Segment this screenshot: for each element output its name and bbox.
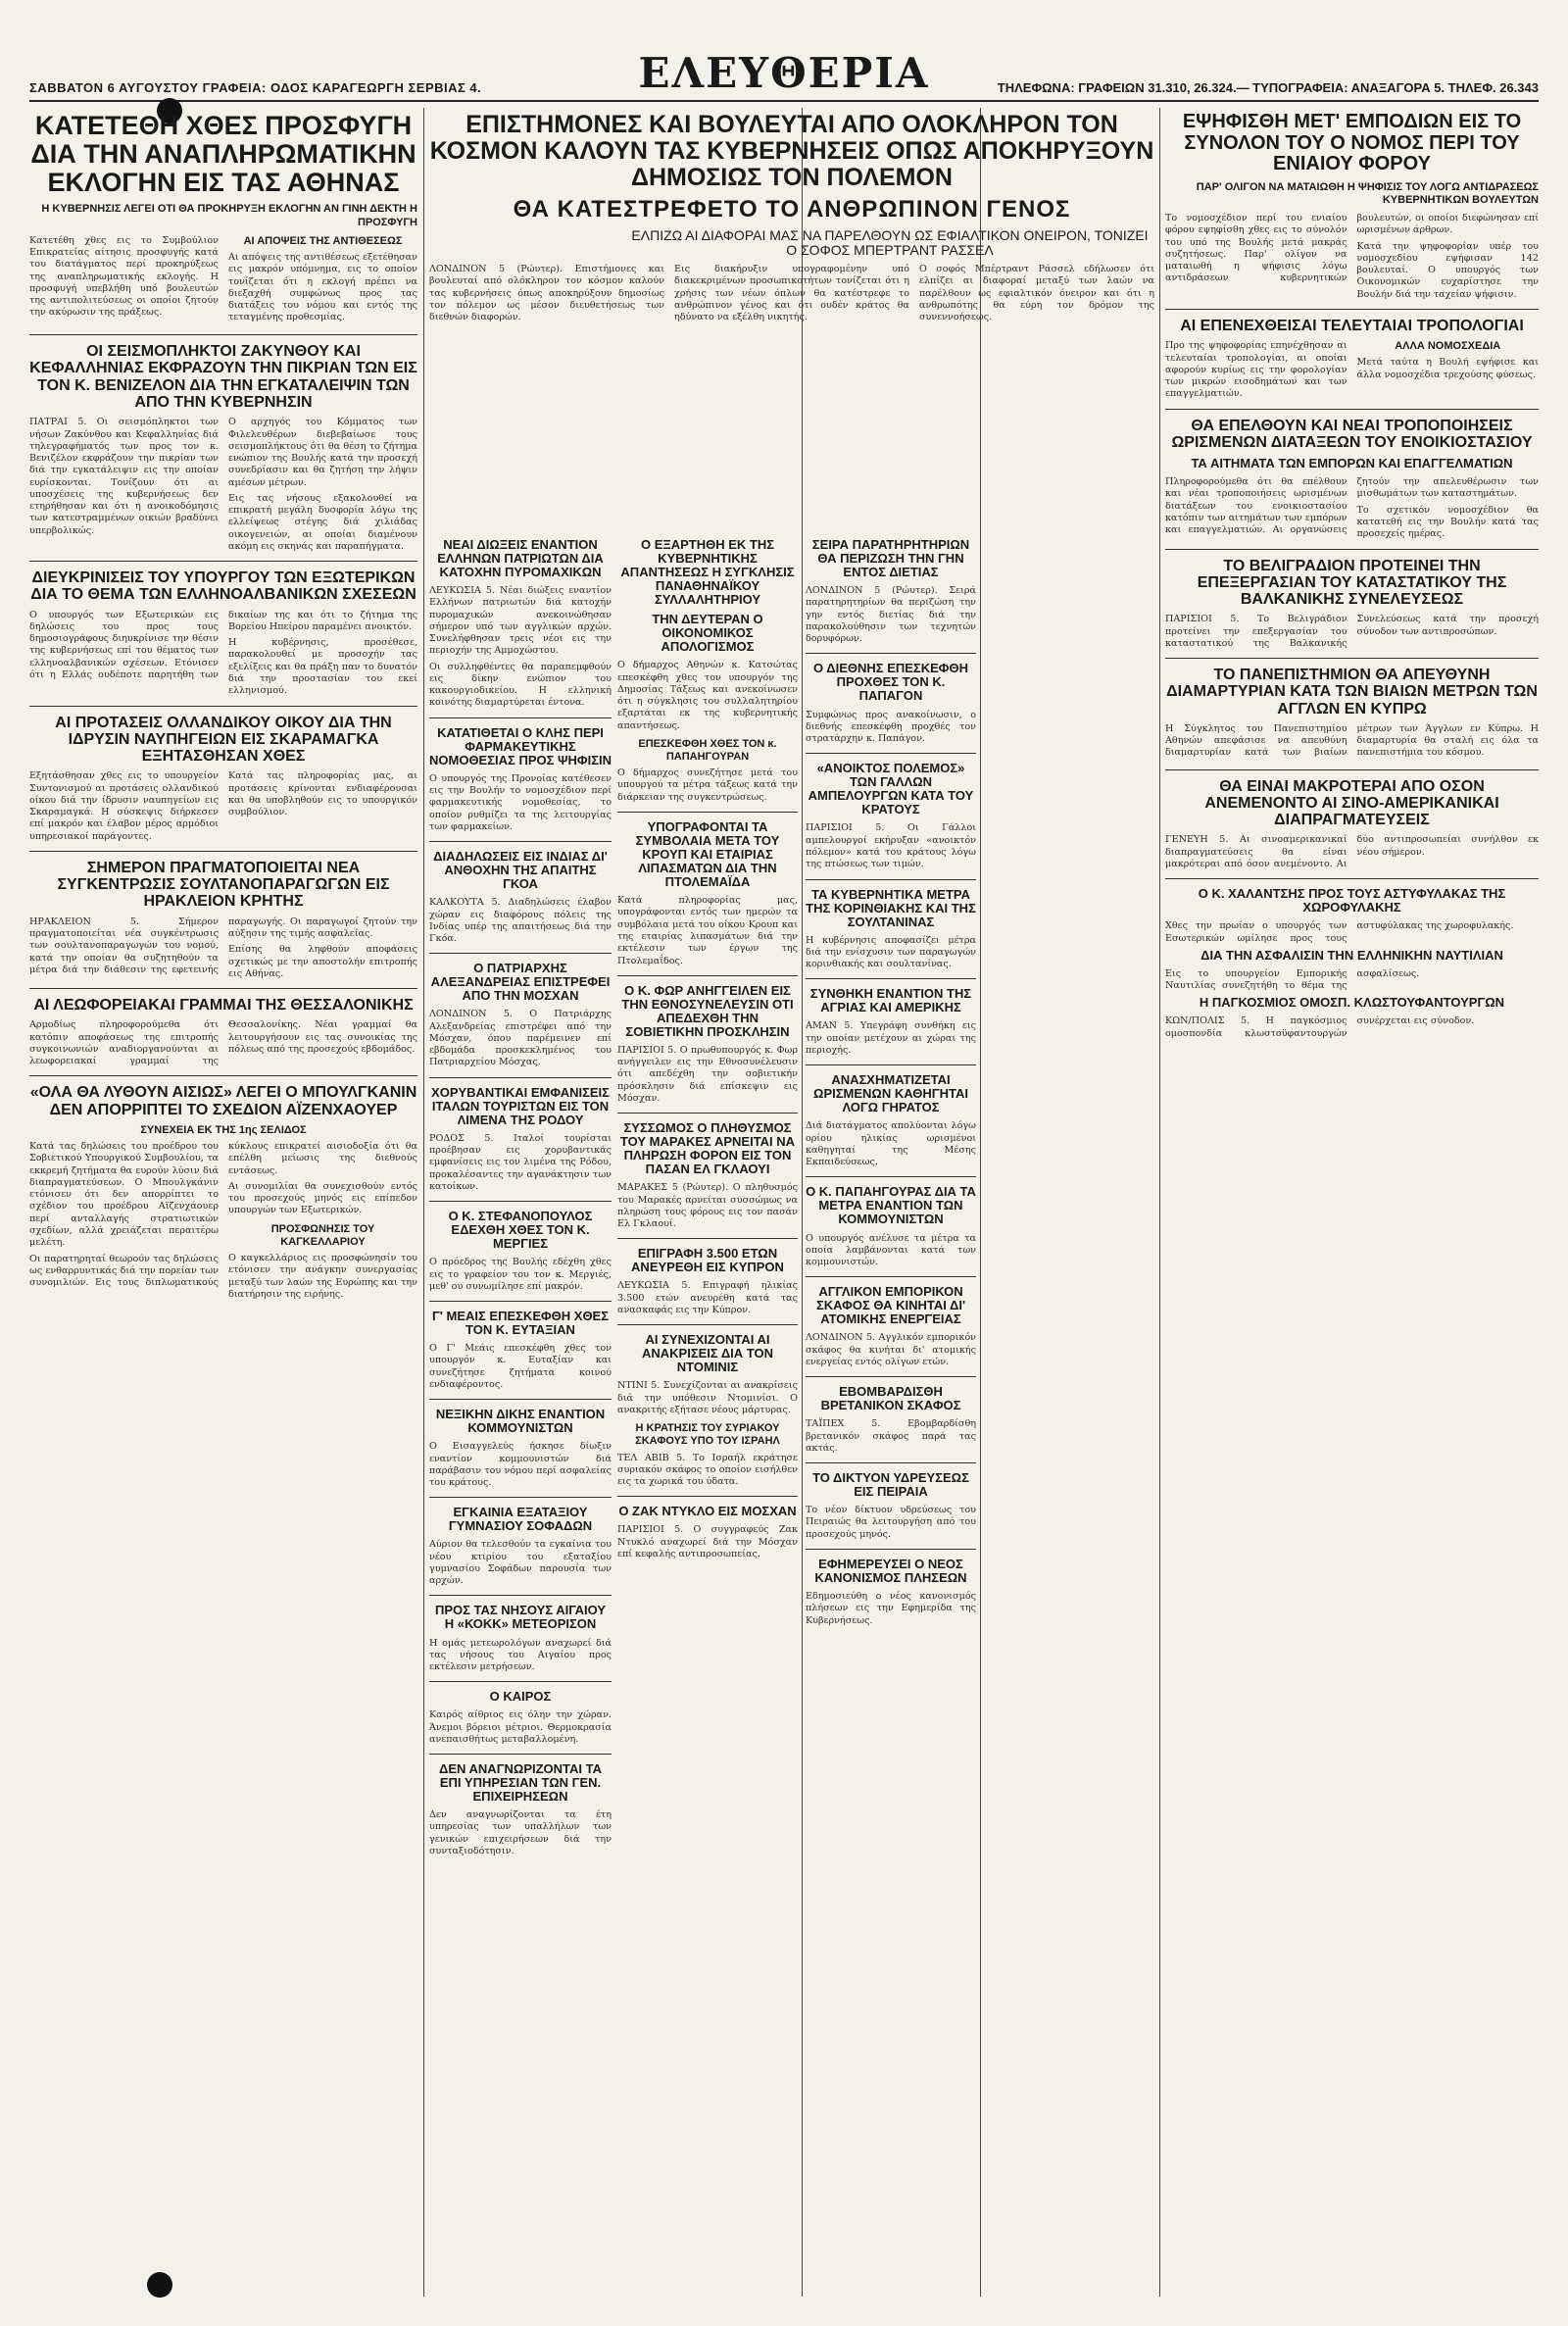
article-headline: ΝΕΞΙΚΗΝ ΔΙΚΗΣ ΕΝΑΝΤΙΟΝ ΚΟΜΜΟΥΝΙΣΤΩΝ: [435, 1407, 606, 1436]
column-1: [29, 108, 417, 2297]
article-headline: ΔΙΑ ΤΗΝ ΑΣΦΑΛΙΣΙΝ ΤΗΝ ΕΛΛΗΝΙΚΗΝ ΝΑΥΤΙΛΙΑΝ: [1200, 947, 1503, 963]
article-body: ΓΕΝΕΥΗ 5. Αι σινοαμερικανικαί διαπραγματεύσεις θα είναι μακρότεραι από όσον ανεμένοντο. Αι δύο αντιπροσωπείαι συνήλθον εκ νέου σήμερον.: [1165, 834, 1539, 870]
article-body: Εις το υπουργείον Εμπορικής Ναυτιλίας συνεζητήθη το θέμα της ασφαλίσεως.: [1165, 967, 1420, 992]
divider: [1165, 878, 1539, 879]
article-headline: ΔΕΝ ΑΝΑΓΝΩΡΙΖΟΝΤΑΙ ΤΑ ΕΠΙ ΥΠΗΡΕΣΙΑΝ ΤΩΝ ΓΕΝ. ΕΠΙΧΕΙΡΗΣΕΩΝ: [439, 1761, 602, 1805]
divider: [806, 1376, 976, 1377]
article-body: Πληροφορούμεθα ότι θα επέλθουν και νέαι τροποποιήσεις ωρισμένων διατάξεων του ενοικιοστασίου κατόπιν των αιτημάτων των εμπόρων και επαγγελματιών. Αι οργανώσεις ζητούν την απελευθέρωσιν των μισθωμάτων των καταστημάτων. Το σχετικόν νομοσχέδιον θα κατατεθή εις την Βουλήν κατά τας προσεχείς ημέρας.: [1165, 476, 1539, 540]
divider: [29, 706, 417, 707]
article-headline: ΘΑ ΕΠΕΛΘΟΥΝ ΚΑΙ ΝΕΑΙ ΤΡΟΠΟΠΟΙΗΣΕΙΣ ΩΡΙΣΜΕΝΩΝ ΔΙΑΤΑΞΕΩΝ ΤΟΥ ΕΝΟΙΚΙΟΣΤΑΣΙΟΥ: [1171, 417, 1533, 451]
article-box-title: ΠΡΟΣΦΩΝΗΣΙΣ ΤΟΥ ΚΑΓΚΕΛΛΑΡΙΟΥ: [270, 1222, 375, 1248]
banner-deck: ΕΛΠΙΖΩ ΑΙ ΔΙΑΦΟΡΑΙ ΜΑΣ ΝΑ ΠΑΡΕΛΘΟΥΝ ΩΣ ΕΦΙΑΛΤΙΚΟΝ ΟΝΕΙΡΟΝ, ΤΟΝΙΖΕΙ Ο ΣΟΦΟΣ ΜΠΕΡΤΡΑΝΤ ΡΑΣΣΕΛ: [631, 226, 1149, 259]
article-headline: ΤΟ ΠΑΝΕΠΙΣΤΗΜΙΟΝ ΘΑ ΑΠΕΥΘΥΝΗ ΔΙΑΜΑΡΤΥΡΙΑΝ ΚΑΤΑ ΤΩΝ ΒΙΑΙΩΝ ΜΕΤΡΩΝ ΤΩΝ ΑΓΓΛΩΝ ΕΝ ΚΥΠΡΩ: [1166, 667, 1538, 718]
article-headline: ΥΠΟΓΡΑΦΟΝΤΑΙ ΤΑ ΣΥΜΒΟΛΑΙΑ ΜΕΤΑ ΤΟΥ ΚΡΟΥΠ ΚΑΙ ΕΤΑΙΡΙΑΣ ΛΙΠΑΣΜΑΤΩΝ ΔΙΑ ΤΗΝ ΠΤΟΛΕΜΑΪΔΑ: [635, 819, 780, 890]
article-box-title: ΑΛΛΑ ΝΟΜΟΣΧΕΔΙΑ: [1395, 340, 1501, 353]
article-box-title: ΣΥΝΕΧΕΙΑ ΕΚ ΤΗΣ 1ης ΣΕΛΙΔΟΣ: [140, 1123, 307, 1136]
article-headline: Ο Κ. ΧΑΛΑΝΤΣΗΣ ΠΡΟΣ ΤΟΥΣ ΑΣΤΥΦΥΛΑΚΑΣ ΤΗΣ ΧΩΡΟΦΥΛΑΚΗΣ: [1198, 886, 1506, 916]
article-headline: ΣΥΝΘΗΚΗ ΕΝΑΝΤΙΟΝ ΤΗΣ ΑΓΡΙΑΣ ΚΑΙ ΑΜΕΡΙΚΗΣ: [809, 986, 972, 1015]
divider: [429, 1754, 612, 1755]
article-body: ΠΑΡΙΣΙΟΙ 5. Το Βελιγράδιον προτείνει την επεξεργασίαν του καταστατικού της Βαλκανικής Συνελεύσεως κατά την προσεχή σύνοδον των αντιπροσώπων.: [1165, 614, 1539, 649]
divider: [29, 334, 417, 335]
article-headline: ΕΒΟΜΒΑΡΔΙΣΘΗ ΒΡΕΤΑΝΙΚΟΝ ΣΚΑΦΟΣ: [820, 1384, 961, 1413]
divider: [806, 653, 976, 654]
article-headline: ΣΥΣΣΩΜΟΣ Ο ΠΛΗΘΥΣΜΟΣ ΤΟΥ ΜΑΡΑΚΕΣ ΑΡΝΕΙΤΑΙ ΝΑ ΠΛΗΡΩΣΗ ΦΟΡΟΝ ΕΙΣ ΤΟΝ ΠΑΣΑΝ ΕΛ ΓΚΛΑΟΥΙ: [619, 1120, 796, 1177]
divider: [617, 812, 798, 813]
banner: [429, 108, 1154, 327]
article-headline: ΑΝΑΣΧΗΜΑΤΙΖΕΤΑΙ ΩΡΙΣΜΕΝΩΝ ΚΑΘΗΓΗΤΑΙ ΛΟΓΩ ΓΗΡΑΤΟΣ: [813, 1072, 968, 1115]
divider: [29, 1075, 417, 1076]
masthead-rule: [29, 100, 1539, 102]
divider: [29, 988, 417, 989]
article-headline: ΔΙΕΥΚΡΙΝΙΣΕΙΣ ΤΟΥ ΥΠΟΥΡΓΟΥ ΤΩΝ ΕΞΩΤΕΡΙΚΩΝ ΔΙΑ ΤΟ ΘΕΜΑ ΤΩΝ ΕΛΛΗΝΟΑΛΒΑΝΙΚΩΝ ΣΧΕΣΕΩΝ: [30, 569, 416, 604]
banner-body: ΛΟΝΔΙΝΟΝ 5 (Ρώυτερ). Επιστήμονες και βουλευταί από ολόκληρον τον κόσμον καλούν τας κυβερνήσεις όπως αποκηρύξουν δημοσίως τον πόλεμον ως μέσον διευθετήσεως των διεθνών διαφορών. Εις διακήρυξιν υπογραφομένην υπό διακεκριμένων προσωπικοτήτων τονίζεται ότι η χρήσις των νέων όπλων θα κατέστρεφε το ανθρώπινον γένος και ότι ουδέν κράτος θα ηδύνατο να εξέλθη νικητής. Ο σοφός Μπέρτραντ Ράσσελ εδήλωσεν ότι ελπίζει αι διαφοραί μεταξύ των λαών να παρέλθουν ως εφιαλτικόν όνειρον και ότι η ανθρωπότης θα εύρη τον δρόμον της συνεννοήσεως.: [429, 264, 1154, 323]
article-headline: ΚΑΤΑΤΙΘΕΤΑΙ Ο ΚΛΗΣ ΠΕΡΙ ΦΑΡΜΑΚΕΥΤΙΚΗΣ ΝΟΜΟΘΕΣΙΑΣ ΠΡΟΣ ΨΗΦΙΣΙΝ: [429, 724, 612, 767]
divider: [617, 1496, 798, 1497]
divider: [29, 561, 417, 562]
article-headline: ΑΙ ΠΡΟΤΑΣΕΙΣ ΟΛΛΑΝΔΙΚΟΥ ΟΙΚΟΥ ΔΙΑ ΤΗΝ ΙΔΡΥΣΙΝ ΝΑΥΠΗΓΕΙΩΝ ΕΙΣ ΣΚΑΡΑΜΑΓΚΑ ΕΞΗΤΑΣΘΗΣΑΝ ΧΘΕΣ: [55, 714, 392, 766]
article-headline: ΣΕΙΡΑ ΠΑΡΑΤΗΡΗΤΗΡΙΩΝ ΘΑ ΠΕΡΙΖΩΣΗ ΤΗΝ ΓΗΝ ΕΝΤΟΣ ΔΙΕΤΙΑΣ: [811, 537, 970, 580]
article-body: Η Σύγκλητος του Πανεπιστημίου Αθηνών απεφάσισε να απευθύνη διαμαρτυρίαν κατά των βιαίων μέτρων των Άγγλων εν Κύπρω. Η διαμαρτυρία θα σταλή εις όλα τα πανεπιστήμια του κόσμου.: [1165, 722, 1539, 759]
article-subhead: ΤΗΝ ΔΕΥΤΕΡΑΝ Ο ΟΙΚΟΝΟΜΙΚΟΣ ΑΠΟΛΟΓΙΣΜΟΣ: [652, 612, 763, 655]
divider: [429, 1301, 612, 1302]
divider: [429, 1201, 612, 1202]
divider: [806, 1276, 976, 1277]
divider: [806, 1462, 976, 1463]
column-2: ΝΕΑΙ ΔΙΩΞΕΙΣ ΕΝΑΝΤΙΟΝ ΕΛΛΗΝΩΝ ΠΑΤΡΙΩΤΩΝ ΔΙΑ ΚΑΤΟΧΗΝ ΠΥΡΟΜΑΧΙΚΩΝ ΛΕΥΚΩΣΙΑ 5. Νέαι διώξεις εναντίον Ελλήνων πατριωτών διά κατοχήν πυρομαχικών ανεκοινώθησαν σήμερον υπό των αγγλικών αρχών. Συνελήφθησαν τρεις νέοι εις την περιοχήν της Αμμοχώστου. Οι συλληφθέντες θα παραπεμφθούν εις δίκην ενώπιον του κακουργιοδικείου. Η ελληνική κοινότης διαμαρτύρεται έντονα. ΚΑΤΑΤΙΘΕΤΑΙ Ο ΚΛΗΣ ΠΕΡΙ ΦΑΡΜΑΚΕΥΤΙΚΗΣ ΝΟΜΟΘΕΣΙΑΣ ΠΡΟΣ ΨΗΦΙΣΙΝ Ο υπουργός της Προνοίας κατέθεσεν εις την Βουλήν το νομοσχέδιον περί φαρμακευτικής νομοθεσίας, το οποίον ρυθμίζει τα της λειτουργίας των φαρμακείων. ΔΙΑΔΗΛΩΣΕΙΣ ΕΙΣ ΙΝΔΙΑΣ ΔΙ' ΑΝΘΟΧΗΝ ΤΗΣ ΑΠΑΙΤΗΣ ΓΚΟΑ ΚΑΛΚΟΥΤΑ 5. Διαδηλώσεις έλαβον χώραν εις διαφόρους πόλεις της Ινδίας υπέρ της απαιτήσεως διά την Γκόα. Ο ΠΑΤΡΙΑΡΧΗΣ ΑΛΕΞΑΝΔΡΕΙΑΣ ΕΠΙΣΤΡΕΦΕΙ ΑΠΟ ΤΗΝ ΜΟΣΧΑΝ ΛΟΝΔΙΝΟΝ 5. Ο Πατριάρχης Αλεξανδρείας επιστρέφει από την Μόσχαν, όπου παρέμεινεν επί εβδομάδα προσκεκλημένος του Πατριαρχείου Μόσχας. ΧΟΡΥΒΑΝΤΙΚΑΙ ΕΜΦΑΝΙΣΕΙΣ ΙΤΑΛΩΝ ΤΟΥΡΙΣΤΩΝ ΕΙΣ ΤΟΝ ΛΙΜΕΝΑ ΤΗΣ ΡΟΔΟΥ ΡΟΔΟΣ 5. Ιταλοί τουρίσται προέβησαν εις χορυβαντικάς εμφανίσεις εις τον λιμένα της Ρόδου, προκαλέσαντες την αγανάκτησιν των κατοίκων. Ο Κ. ΣΤΕΦΑΝΟΠΟΥΛΟΣ ΕΔΕΧΘΗ ΧΘΕΣ ΤΟΝ Κ. ΜΕΡΓΙΕΣ Ο πρόεδρος της Βουλής εδέχθη χθες εις το γραφείον του τον κ. Μεργιές, μεθ' ου συνωμίλησε επί μακρόν. Γ' ΜΕΑΙΣ ΕΠΕΣΚΕΦΘΗ ΧΘΕΣ ΤΟΝ Κ. ΕΥΤΑΞΙΑΝ Ο Γ' Μεάις επεσκέφθη χθες τον υπουργόν κ. Ευταξίαν και συνεζήτησε ζητήματα κοινού ενδιαφέροντος. ΝΕΞΙΚΗΝ ΔΙΚΗΣ ΕΝΑΝΤΙΟΝ ΚΟΜΜΟΥΝΙΣΤΩΝ Ο Εισαγγελεύς ήσκησε δίωξιν εναντίον κομμουνιστών διά παράβασιν του νόμου περί ασφαλείας του κράτους. ΕΓΚΑΙΝΙΑ ΕΞΑΤΑΞΙΟΥ ΓΥΜΝΑΣΙΟΥ ΣΟΦΑΔΩΝ Αύριον θα τελεσθούν τα εγκαίνια του νέου κτιρίου του εξαταξίου γυμνασίου Σοφάδων παρουσία των αρχών. ΠΡΟΣ ΤΑΣ ΝΗΣΟΥΣ ΑΙΓΑΙΟΥ Η «ΚΟΚΚ» ΜΕΤΕΟΡΙΣΟΝ Η ομάς μετεωρολόγων αναχωρεί διά τας νήσους του Αιγαίου προς εκτέλεσιν μετρήσεων. Ο ΚΑΙΡΟΣ Καιρός αίθριος εις όλην την χώραν. Άνεμοι βόρειοι μέτριοι. Θερμοκρασία ανεπαισθήτως μεταβαλλομένη. ΔΕΝ ΑΝΑΓΝΩΡΙΖΟΝΤΑΙ ΤΑ ΕΠΙ ΥΠΗΡΕΣΙΑΝ ΤΩΝ ΓΕΝ. ΕΠΙΧΕΙΡΗΣΕΩΝ Δεν αναγνωρίζονται τα έτη υπηρεσίας των υπαλλήλων των γενικών επιχειρήσεων διά την συνταξιοδότησιν.: [429, 537, 612, 1857]
divider: [429, 1077, 612, 1078]
article-headline: Ο Κ. ΣΤΕΦΑΝΟΠΟΥΛΟΣ ΕΔΕΧΘΗ ΧΘΕΣ ΤΟΝ Κ. ΜΕΡΓΙΕΣ: [448, 1209, 593, 1252]
divider: [806, 1176, 976, 1177]
article-headline: Γ' ΜΕΑΙΣ ΕΠΕΣΚΕΦΘΗ ΧΘΕΣ ΤΟΝ Κ. ΕΥΤΑΞΙΑΝ: [431, 1309, 610, 1338]
divider: [806, 978, 976, 979]
article-headline: ΚΑΤΕΤΕΘΗ ΧΘΕΣ ΠΡΟΣΦΥΓΗ ΔΙΑ ΤΗΝ ΑΝΑΠΛΗΡΩΜΑΤΙΚΗΝ ΕΚΛΟΓΗΝ ΕΙΣ ΤΑΣ ΑΘΗΝΑΣ: [30, 111, 416, 198]
divider: [429, 1595, 612, 1596]
divider: [429, 1399, 612, 1400]
article-subhead: ΠΑΡ' ΟΛΙΓΟΝ ΝΑ ΜΑΤΑΙΩΘΗ Η ΨΗΦΙΣΙΣ ΤΟΥ ΛΟΓΩ ΑΝΤΙΔΡΑΣΕΩΣ ΚΥΒΕΡΝΗΤΙΚΩΝ ΒΟΥΛΕΥΤΩΝ: [1196, 180, 1539, 206]
article-box-title: ΕΠΕΣΚΕΦΘΗ ΧΘΕΣ ΤΟΝ κ. ΠΑΠΑΗΓΟΥΡΑΝ: [638, 737, 777, 764]
divider: [806, 1064, 976, 1065]
divider: [1165, 769, 1539, 770]
masthead-date-line: ΣΑΒΒΑΤΟΝ 6 ΑΥΓΟΥΣΤΟΥ ΓΡΑΦΕΙΑ: ΟΔΟΣ ΚΑΡΑΓΕΩΡΓΗ ΣΕΡΒΙΑΣ 4.: [29, 80, 482, 95]
article-body: Το νομοσχέδιον περί του ενιαίου φόρου εψηφίσθη χθες εις το σύνολόν του υπό της Βουλής μετά μακράς συζητήσεως. Παρ' ολίγον να ματαιωθή η ψήφισις λόγω αντιδράσεων κυβερνητικών βουλευτών, οι οποίοι διεφώνησαν επί ωρισμένων άρθρων. Κατά την ψηφοφορίαν υπέρ του νομοσχεδίου εψήφισαν 142 βουλευταί. Ο υπουργός των Οικονομικών ευχαρίστησε την Βουλήν διά την ταχείαν ψήφισιν.: [1165, 213, 1539, 300]
article-headline: Ο Κ. ΦΩΡ ΑΝΗΓΓΕΙΛΕΝ ΕΙΣ ΤΗΝ ΕΘΝΟΣΥΝΕΛΕΥΣΙΝ ΟΤΙ ΑΠΕΔΕΧΘΗ ΤΗΝ ΣΟΒΙΕΤΙΚΗΝ ΠΡΟΣΚΛΗΣΙΝ: [621, 982, 794, 1039]
article-box-title: ΑΙ ΑΠΟΨΕΙΣ ΤΗΣ ΑΝΤΙΘΕΣΕΩΣ: [243, 234, 403, 247]
article-headline: Ο Κ. ΠΑΠΑΗΓΟΥΡΑΣ ΔΙΑ ΤΑ ΜΕΤΡΑ ΕΝΑΝΤΙΟΝ ΤΩΝ ΚΟΜΜΟΥΝΙΣΤΩΝ: [806, 1184, 976, 1227]
article-headline: Ο ΖΑΚ ΝΤΥΚΛΟ ΕΙΣ ΜΟΣΧΑΝ: [618, 1504, 797, 1519]
article-body: Κατά τας δηλώσεις του προέδρου του Σοβιετικού Υπουργικού Συμβουλίου, τα εκκρεμή ζητήματα θα ευρούν λύσιν διά διαπραγματεύσεων. Ο Μπουλγκάνιν ετόνισεν ότι δεν απορρίπτει το σχέδιον του προέδρου Αϊζενχάουερ περί ανταλλαγής στρατιωτικών σχεδίων, αλλά χρειάζεται περαιτέρω μελέτη. Οι παρατηρηταί θεωρούν τας δηλώσεις ως ενθαρρυντικάς διά την πορείαν των συνομιλιών. Εις τους διπλωματικούς κύκλους επικρατεί αισιοδοξία ότι θα επέλθη μείωσις της διεθνούς εντάσεως. Αι συνομιλίαι θα συνεχισθούν εντός του προσεχούς μηνός εις επίπεδον υπουργών των Εξωτερικών. ΠΡΟΣΦΩΝΗΣΙΣ ΤΟΥ ΚΑΓΚΕΛΛΑΡΙΟΥ Ο καγκελλάριος εις προσφώνησίν του ετόνισεν την ανάγκην συνεργασίας μεταξύ των λαών της Ευρώπης και την διατήρησιν της ειρήνης.: [29, 1141, 417, 1300]
divider: [1165, 658, 1539, 659]
article-headline: ΘΑ ΕΙΝΑΙ ΜΑΚΡΟΤΕΡΑΙ ΑΠΟ ΟΣΟΝ ΑΝΕΜΕΝΟΝΤΟ ΑΙ ΣΙΝΟ-ΑΜΕΡΙΚΑΝΙΚΑΙ ΔΙΑΠΡΑΓΜΑΤΕΥΣΕΙΣ: [1204, 777, 1499, 829]
article-headline: ΔΙΑΔΗΛΩΣΕΙΣ ΕΙΣ ΙΝΔΙΑΣ ΔΙ' ΑΝΘΟΧΗΝ ΤΗΣ ΑΠΑΙΤΗΣ ΓΚΟΑ: [433, 849, 608, 892]
divider: [806, 879, 976, 880]
article-body: Χθες την πρωίαν ο υπουργός των Εσωτερικών ωμίλησε προς τους αστυφύλακας της χωροφυλακής.: [1165, 920, 1514, 944]
article-box-title: Η ΚΡΑΤΗΣΙΣ ΤΟΥ ΣΥΡΙΑΚΟΥ ΣΚΑΦΟΥΣ ΥΠΟ ΤΟΥ ΙΣΡΑΗΛ: [635, 1422, 780, 1448]
article-body: ΚΩΝ/ΠΟΛΙΣ 5. Η παγκόσμιος ομοσπονδία κλωστοϋφαντουργών συνέρχεται εις σύνοδον.: [1165, 1015, 1475, 1039]
article-body: Ο υπουργός των Εξωτερικών εις δηλώσεις του προς τους δημοσιογράφους διηυκρίνισε την θέσιν της κυβερνήσεως επί του θέματος των ελληνοαλβανικών σχέσεων. Ετόνισεν ότι η Ελλάς ουδέποτε παρητήθη των δικαίων της και ότι το ζήτημα της Βορείου Ηπείρου παραμένει ανοικτόν. Η κυβέρνησις, προσέθεσε, παρακολουθεί με προσοχήν τας εξελίξεις και θα πράξη παν το δυνατόν διά την προστασίαν του εκεί ελληνισμού.: [29, 609, 417, 697]
article-body: ΗΡΑΚΛΕΙΟΝ 5. Σήμερον πραγματοποιείται νέα συγκέντρωσις των σουλτανοπαραγωγών του νομού, κατά την οποίαν θα συζητηθούν τα μέτρα διά την διάθεσιν της εφετεινής παραγωγής. Οι παραγωγοί ζητούν την αύξησιν της τιμής ασφαλείας. Επίσης θα ληφθούν αποφάσεις σχετικώς με την αποστολήν επιτροπής εις Αθήνας.: [29, 916, 417, 979]
article-body: Εξητάσθησαν χθες εις το υπουργείον Συντονισμού αι προτάσεις ολλανδικού οίκου διά την ίδρυσιν ναυπηγείων εις Σκαραμαγκά. Η σύσκεψις διήρκεσεν επί μακρόν και έλαβον μέρος αρμόδιοι υπηρεσιακοί παράγοντες. Κατά τας πληροφορίας μας, αι προτάσεις κρίνονται ενδιαφέρουσαι και θα υποβληθούν εις το υπουργικόν συμβούλιον.: [29, 770, 417, 842]
column-rule: [980, 108, 981, 2297]
article-headline: ΟΙ ΣΕΙΣΜΟΠΛΗΚΤΟΙ ΖΑΚΥΝΘΟΥ ΚΑΙ ΚΕΦΑΛΛΗΝΙΑΣ ΕΚΦΡΑΖΟΥΝ ΤΗΝ ΠΙΚΡΙΑΝ ΤΩΝ ΕΙΣ ΤΟΝ Κ. ΒΕΝΙΖΕΛΟΝ ΔΙΑ ΤΗΝ ΕΓΚΑΤΑΛΕΙΨΙΝ ΤΩΝ ΑΠΟ ΤΗΝ ΚΥΒΕΡΝΗΣΙΝ: [29, 343, 417, 411]
article-headline: Η ΠΑΓΚΟΣΜΙΟΣ ΟΜΟΣΠ. ΚΛΩΣΤΟΥΦΑΝΤΟΥΡΓΩΝ: [1199, 995, 1505, 1011]
article-headline: «ΟΛΑ ΘΑ ΛΥΘΟΥΝ ΑΙΣΙΩΣ» ΛΕΓΕΙ Ο ΜΠΟΥΛΓΚΑΝΙΝ ΔΕΝ ΑΠΟΡΡΙΠΤΕΙ ΤΟ ΣΧΕΔΙΟΝ ΑΪΖΕΝΧΑΟΥΕΡ: [29, 1084, 417, 1118]
article-subhead: Η ΚΥΒΕΡΝΗΣΙΣ ΛΕΓΕΙ ΟΤΙ ΘΑ ΠΡΟΚΗΡΥΞΗ ΕΚΛΟΓΗΝ ΑΝ ΓΙΝΗ ΔΕΚΤΗ Η ΠΡΟΣΦΥΓΗ: [41, 203, 417, 228]
column-3: Ο ΕΞΑΡΤΗΘΗ ΕΚ ΤΗΣ ΚΥΒΕΡΝΗΤΙΚΗΣ ΑΠΑΝΤΗΣΕΩΣ Η ΣΥΓΚΛΗΣΙΣ ΠΑΝΑΘΗΝΑΪΚΟΥ ΣΥΛΛΑΛΗΤΗΡΙΟΥ ΤΗΝ ΔΕΥΤΕΡΑΝ Ο ΟΙΚΟΝΟΜΙΚΟΣ ΑΠΟΛΟΓΙΣΜΟΣ Ο δήμαρχος Αθηνών κ. Κατσώτας επεσκέφθη χθες τον υπουργόν της Δημοσίας Τάξεως και ανεκοίνωσεν ότι η σύγκλησις του συλλαλητηρίου εξαρτάται εκ της κυβερνητικής απαντήσεως. ΕΠΕΣΚΕΦΘΗ ΧΘΕΣ ΤΟΝ κ. ΠΑΠΑΗΓΟΥΡΑΝ Ο δήμαρχος συνεζήτησε μετά του υπουργού τα μέτρα τάξεως κατά την διάρκειαν της συγκεντρώσεως. ΥΠΟΓΡΑΦΟΝΤΑΙ ΤΑ ΣΥΜΒΟΛΑΙΑ ΜΕΤΑ ΤΟΥ ΚΡΟΥΠ ΚΑΙ ΕΤΑΙΡΙΑΣ ΛΙΠΑΣΜΑΤΩΝ ΔΙΑ ΤΗΝ ΠΤΟΛΕΜΑΪΔΑ Κατά πληροφορίας μας, υπογράφονται εντός των ημερών τα συμβόλαια μετά του οίκου Κρουπ και της εταιρίας λιπασμάτων διά την εκτέλεσιν των έργων της Πτολεμαΐδος. Ο Κ. ΦΩΡ ΑΝΗΓΓΕΙΛΕΝ ΕΙΣ ΤΗΝ ΕΘΝΟΣΥΝΕΛΕΥΣΙΝ ΟΤΙ ΑΠΕΔΕΧΘΗ ΤΗΝ ΣΟΒΙΕΤΙΚΗΝ ΠΡΟΣΚΛΗΣΙΝ ΠΑΡΙΣΙΟΙ 5. Ο πρωθυπουργός κ. Φωρ ανήγγειλεν εις την Εθνοσυνέλευσιν ότι απεδέχθη την σοβιετικήν πρόσκλησιν διά επίσκεψιν εις Μόσχαν. ΣΥΣΣΩΜΟΣ Ο ΠΛΗΘΥΣΜΟΣ ΤΟΥ ΜΑΡΑΚΕΣ ΑΡΝΕΙΤΑΙ ΝΑ ΠΛΗΡΩΣΗ ΦΟΡΟΝ ΕΙΣ ΤΟΝ ΠΑΣΑΝ ΕΛ ΓΚΛΑΟΥΙ ΜΑΡΑΚΕΣ 5 (Ρώυτερ). Ο πληθυσμός του Μαρακές αρνείται συσσώμως να πληρώση τους φόρους εις τον πασάν Ελ Γκλαουί. ΕΠΙΓΡΑΦΗ 3.500 ΕΤΩΝ ΑΝΕΥΡΕΘΗ ΕΙΣ ΚΥΠΡΟΝ ΛΕΥΚΩΣΙΑ 5. Επιγραφή ηλικίας 3.500 ετών ανευρέθη κατά τας ανασκαφάς εις την Κύπρον. ΑΙ ΣΥΝΕΧΙΖΟΝΤΑΙ ΑΙ ΑΝΑΚΡΙΣΕΙΣ ΔΙΑ ΤΟΝ ΝΤΟΜΙΝΙΣ ΝΤΙΝΙ 5. Συνεχίζονται αι ανακρίσεις διά την υπόθεσιν Ντομινίσι. Ο ανακριτής εξήτασε νέους μάρτυρας. Η ΚΡΑΤΗΣΙΣ ΤΟΥ ΣΥΡΙΑΚΟΥ ΣΚΑΦΟΥΣ ΥΠΟ ΤΟΥ ΙΣΡΑΗΛ ΤΕΛ ΑΒΙΒ 5. Το Ισραήλ εκράτησε συριακόν σκάφος το οποίον εισήλθεν εις τα χωρικά του ύδατα. Ο ΖΑΚ ΝΤΥΚΛΟ ΕΙΣ ΜΟΣΧΑΝ ΠΑΡΙΣΙΟΙ 5. Ο συγγραφεύς Ζακ Ντυκλό αναχωρεί διά την Μόσχαν επί κεφαλής αντιπροσωπείας.: [617, 537, 798, 1559]
column-4: ΣΕΙΡΑ ΠΑΡΑΤΗΡΗΤΗΡΙΩΝ ΘΑ ΠΕΡΙΖΩΣΗ ΤΗΝ ΓΗΝ ΕΝΤΟΣ ΔΙΕΤΙΑΣ ΛΟΝΔΙΝΟΝ 5 (Ρώυτερ). Σειρά παρατηρητηρίων θα περιζώση την γην εντός διετίας διά την παρακολούθησιν των τεχνητών δορυφόρων. Ο ΔΙΕΘΝΗΣ ΕΠΕΣΚΕΦΘΗ ΠΡΟΧΘΕΣ ΤΟΝ Κ. ΠΑΠΑΓΟΝ Συμφώνως προς ανακοίνωσιν, ο διεθνής επεσκέφθη προχθές τον στρατάρχην κ. Παπάγον. «ΑΝΟΙΚΤΟΣ ΠΟΛΕΜΟΣ» ΤΩΝ ΓΑΛΛΩΝ ΑΜΠΕΛΟΥΡΓΩΝ ΚΑΤΑ ΤΟΥ ΚΡΑΤΟΥΣ ΠΑΡΙΣΙΟΙ 5. Οι Γάλλοι αμπελουργοί εκήρυξαν «ανοικτόν πόλεμον» κατά του κράτους λόγω της πτώσεως των τιμών. ΤΑ ΚΥΒΕΡΝΗΤΙΚΑ ΜΕΤΡΑ ΤΗΣ ΚΟΡΙΝΘΙΑΚΗΣ ΚΑΙ ΤΗΣ ΣΟΥΛΤΑΝΙΝΑΣ Η κυβέρνησις αποφασίζει μέτρα διά την ενίσχυσιν των παραγωγών κορινθιακής και σουλτανίνας. ΣΥΝΘΗΚΗ ΕΝΑΝΤΙΟΝ ΤΗΣ ΑΓΡΙΑΣ ΚΑΙ ΑΜΕΡΙΚΗΣ ΑΜΑΝ 5. Υπεγράφη συνθήκη εις την οποίαν μετέχουν αι χώραι της περιοχής. ΑΝΑΣΧΗΜΑΤΙΖΕΤΑΙ ΩΡΙΣΜΕΝΩΝ ΚΑΘΗΓΗΤΑΙ ΛΟΓΩ ΓΗΡΑΤΟΣ Διά διατάγματος απολύονται λόγω ορίου ηλικίας ωρισμένοι καθηγηταί της Μέσης Εκπαιδεύσεως. Ο Κ. ΠΑΠΑΗΓΟΥΡΑΣ ΔΙΑ ΤΑ ΜΕΤΡΑ ΕΝΑΝΤΙΟΝ ΤΩΝ ΚΟΜΜΟΥΝΙΣΤΩΝ Ο υπουργός ανέλυσε τα μέτρα τα οποία λαμβάνονται κατά των κομμουνιστών. ΑΓΓΛΙΚΟΝ ΕΜΠΟΡΙΚΟΝ ΣΚΑΦΟΣ ΘΑ ΚΙΝΗΤΑΙ ΔΙ' ΑΤΟΜΙΚΗΣ ΕΝΕΡΓΕΙΑΣ ΛΟΝΔΙΝΟΝ 5. Αγγλικόν εμπορικόν σκάφος θα κινήται δι' ατομικής ενεργείας εντός ολίγων ετών. ΕΒΟΜΒΑΡΔΙΣΘΗ ΒΡΕΤΑΝΙΚΟΝ ΣΚΑΦΟΣ ΤΑΪΠΕΧ 5. Εβομβαρδίσθη βρετανικόν σκάφος παρά τας ακτάς. ΤΟ ΔΙΚΤΥΟΝ ΥΔΡΕΥΣΕΩΣ ΕΙΣ ΠΕΙΡΑΙΑ Το νέον δίκτυον υδρεύσεως του Πειραιώς θα λειτουργήση από του προσεχούς μηνός. ΕΦΗΜΕΡΕΥΣΕΙ Ο ΝΕΟΣ ΚΑΝΟΝΙΣΜΟΣ ΠΛΗΣΕΩΝ Εδημοσιεύθη ο νέος κανονισμός πλήσεων εις την Εφημερίδα της Κυβερνήσεως.: [806, 537, 976, 1626]
article-headline: ΣΗΜΕΡΟΝ ΠΡΑΓΜΑΤΟΠΟΙΕΙΤΑΙ ΝΕΑ ΣΥΓΚΕΝΤΡΩΣΙΣ ΣΟΥΛΤΑΝΟΠΑΡΑΓΩΓΩΝ ΕΙΣ ΗΡΑΚΛΕΙΟΝ ΚΡΗΤΗΣ: [57, 859, 390, 911]
divider: [806, 753, 976, 754]
article-headline: ΕΦΗΜΕΡΕΥΣΕΙ Ο ΝΕΟΣ ΚΑΝΟΝΙΣΜΟΣ ΠΛΗΣΕΩΝ: [814, 1556, 967, 1585]
article-headline: ΕΠΙΓΡΑΦΗ 3.500 ΕΤΩΝ ΑΝΕΥΡΕΘΗ ΕΙΣ ΚΥΠΡΟΝ: [631, 1246, 784, 1275]
article-body: Κατετέθη χθες εις το Συμβούλιον Επικρατείας αίτησις προσφυγής κατά του διατάγματος περί προκηρύξεως της αναπληρωματικής εκλογής. Η προσφυγή υπεβλήθη υπό βουλευτών της αντιπολιτεύσεως οι οποίοι ζητούν την ακύρωσιν της πράξεως. ΑΙ ΑΠΟΨΕΙΣ ΤΗΣ ΑΝΤΙΘΕΣΕΩΣ Αι απόψεις της αντιθέσεως εξετέθησαν εις μακρόν υπόμνημα, εις το οποίον τονίζεται ότι η εκλογή πρέπει να διεξαχθή συμφώνως προς τας διατάξεις του νόμου και εντός της τεταγμένης προθεσμίας.: [29, 234, 417, 323]
divider: [806, 1549, 976, 1550]
article-headline: ΝΕΑΙ ΔΙΩΞΕΙΣ ΕΝΑΝΤΙΟΝ ΕΛΛΗΝΩΝ ΠΑΤΡΙΩΤΩΝ ΔΙΑ ΚΑΤΟΧΗΝ ΠΥΡΟΜΑΧΙΚΩΝ: [437, 537, 604, 580]
divider: [1165, 409, 1539, 410]
divider: [29, 851, 417, 852]
divider: [429, 841, 612, 842]
article-headline: ΤΑ ΚΥΒΕΡΝΗΤΙΚΑ ΜΕΤΡΑ ΤΗΣ ΚΟΡΙΝΘΙΑΚΗΣ ΚΑΙ ΤΗΣ ΣΟΥΛΤΑΝΙΝΑΣ: [806, 886, 976, 929]
article-headline: ΕΓΚΑΙΝΙΑ ΕΞΑΤΑΞΙΟΥ ΓΥΜΝΑΣΙΟΥ ΣΟΦΑΔΩΝ: [448, 1505, 593, 1534]
column-rule: [1159, 108, 1160, 2297]
article-body: Αρμοδίως πληροφορούμεθα ότι κατόπιν αποφάσεως της επιτροπής συγκοινωνιών αναδιοργανούνται αι λεωφορειακαί γραμμαί της Θεσσαλονίκης. Νέαι γραμμαί θα λειτουργήσουν εις τας συνοικίας της πόλεως από της προσεχούς εβδομάδος.: [29, 1019, 417, 1067]
article-headline: ΑΙ ΛΕΩΦΟΡΕΙΑΚΑΙ ΓΡΑΜΜΑΙ ΤΗΣ ΘΕΣΣΑΛΟΝΙΚΗΣ: [33, 997, 414, 1015]
article-headline: Ο ΔΙΕΘΝΗΣ ΕΠΕΣΚΕΦΘΗ ΠΡΟΧΘΕΣ ΤΟΝ Κ. ΠΑΠΑΓΟΝ: [813, 661, 968, 704]
divider: [1165, 309, 1539, 310]
article-headline: ΑΙ ΕΠΕΝΕΧΘΕΙΣΑΙ ΤΕΛΕΥΤΑΙΑΙ ΤΡΟΠΟΛΟΓΙΑΙ: [1180, 318, 1524, 335]
article-headline: Ο ΕΞΑΡΤΗΘΗ ΕΚ ΤΗΣ ΚΥΒΕΡΝΗΤΙΚΗΣ ΑΠΑΝΤΗΣΕΩΣ Η ΣΥΓΚΛΗΣΙΣ ΠΑΝΑΘΗΝΑΪΚΟΥ ΣΥΛΛΑΛΗΤΗΡΙΟΥ: [620, 537, 795, 608]
article-headline: Ο ΚΑΙΡΟΣ: [489, 1689, 552, 1705]
article-headline: ΤΟ ΔΙΚΤΥΟΝ ΥΔΡΕΥΣΕΩΣ ΕΙΣ ΠΕΙΡΑΙΑ: [812, 1470, 969, 1500]
article-body: ΠΑΤΡΑΙ 5. Οι σεισμόπληκτοι των νήσων Ζακύνθου και Κεφαλληνίας διά τηλεγραφήματός των προς τον κ. Βενιζέλον εκφράζουν την πικρίαν των διά την εγκατάλειψιν εις την οποίαν ευρίσκονται. Τονίζουν ότι αι υποσχέσεις της κυβερνήσεως δεν ετηρήθησαν και ότι η ανοικοδόμησις των κατεστραμμένων οικιών βραδύνει υπερβολικώς. Ο αρχηγός του Κόμματος των Φιλελευθέρων διεβεβαίωσε τους σεισμοπλήκτους ότι θα θέση το ζήτημα ενώπιον της Βουλής κατά την προσεχή συνεδρίασιν και θα ζητήση την λήψιν αμέσων μέτρων. Εις τας νήσους εξακολουθεί να επικρατή μεγάλη δυσφορία λόγω της ελλείψεως στέγης διά χιλιάδας οικογενειών, αι οποίαι διαμένουν ακόμη εις σκηνάς και παραπήγματα.: [29, 417, 417, 552]
divider: [617, 1113, 798, 1114]
divider: [617, 1238, 798, 1239]
divider: [617, 975, 798, 976]
banner-headline: ΕΠΙΣΤΗΜΟΝΕΣ ΚΑΙ ΒΟΥΛΕΥΤΑΙ ΑΠΟ ΟΛΟΚΛΗΡΟΝ ΤΟΝ ΚΟΣΜΟΝ ΚΑΛΟΥΝ ΤΑΣ ΚΥΒΕΡΝΗΣΕΙΣ ΟΠΩΣ ΑΠΟΚΗΡΥΞΟΥΝ ΔΗΜΟΣΙΩΣ ΤΟΝ ΠΟΛΕΜΟΝ: [429, 111, 1154, 191]
article-headline: Ο ΠΑΤΡΙΑΡΧΗΣ ΑΛΕΞΑΝΔΡΕΙΑΣ ΕΠΙΣΤΡΕΦΕΙ ΑΠΟ ΤΗΝ ΜΟΣΧΑΝ: [430, 961, 611, 1004]
masthead: [29, 49, 1539, 98]
article-headline: ΑΓΓΛΙΚΟΝ ΕΜΠΟΡΙΚΟΝ ΣΚΑΦΟΣ ΘΑ ΚΙΝΗΤΑΙ ΔΙ' ΑΤΟΜΙΚΗΣ ΕΝΕΡΓΕΙΑΣ: [815, 1284, 966, 1327]
divider: [1165, 549, 1539, 550]
divider: [617, 1324, 798, 1325]
divider: [429, 1681, 612, 1682]
column-5: [1165, 108, 1539, 2297]
article-headline: ΠΡΟΣ ΤΑΣ ΝΗΣΟΥΣ ΑΙΓΑΙΟΥ Η «ΚΟΚΚ» ΜΕΤΕΟΡΙΣΟΝ: [434, 1603, 607, 1632]
article-headline: ΕΨΗΦΙΣΘΗ ΜΕΤ' ΕΜΠΟΔΙΩΝ ΕΙΣ ΤΟ ΣΥΝΟΛΟΝ ΤΟΥ Ο ΝΟΜΟΣ ΠΕΡΙ ΤΟΥ ΕΝΙΑΙΟΥ ΦΟΡΟΥ: [1182, 111, 1522, 175]
column-rule: [802, 108, 803, 2297]
masthead-phones-line: ΤΗΛΕΦΩΝΑ: ΓΡΑΦΕΙΩΝ 31.310, 26.324.— ΤΥΠΟΓΡΑΦΕΙΑ: ΑΝΑΞΑΓΟΡΑ 5. ΤΗΛΕΦ. 26.343: [997, 80, 1539, 95]
banner-subhead: ΘΑ ΚΑΤΕΣΤΡΕΦΕΤΟ ΤΟ ΑΝΘΡΩΠΙΝΟΝ ΓΕΝΟΣ: [513, 196, 1071, 223]
article-headline: ΤΟ ΒΕΛΙΓΡΑΔΙΟΝ ΠΡΟΤΕΙΝΕΙ ΤΗΝ ΕΠΕΞΕΡΓΑΣΙΑΝ ΤΟΥ ΚΑΤΑΣΤΑΤΙΚΟΥ ΤΗΣ ΒΑΛΚΑΝΙΚΗΣ ΣΥΝΕΛΕΥΣΕΩΣ: [1197, 557, 1507, 609]
article-body: Προ της ψηφοφορίας επηνέχθησαν αι τελευταίαι τροπολογίαι, αι οποίαι αφορούν κυρίως εις την φορολογίαν των μικρών εισοδημάτων και των επαγγελματιών. ΑΛΛΑ ΝΟΜΟΣΧΕΔΙΑ Μετά ταύτα η Βουλή εψήφισε και άλλα νομοσχέδια τρεχούσης φύσεως.: [1165, 340, 1539, 400]
article-headline: «ΑΝΟΙΚΤΟΣ ΠΟΛΕΜΟΣ» ΤΩΝ ΓΑΛΛΩΝ ΑΜΠΕΛΟΥΡΓΩΝ ΚΑΤΑ ΤΟΥ ΚΡΑΤΟΥΣ: [808, 761, 974, 817]
newspaper-title: ΕΛΕΥΘΕΡΙΑ: [638, 49, 930, 97]
divider: [429, 953, 612, 954]
divider: [429, 1497, 612, 1498]
article-headline: ΧΟΡΥΒΑΝΤΙΚΑΙ ΕΜΦΑΝΙΣΕΙΣ ΙΤΑΛΩΝ ΤΟΥΡΙΣΤΩΝ ΕΙΣ ΤΟΝ ΛΙΜΕΝΑ ΤΗΣ ΡΟΔΟΥ: [431, 1084, 610, 1127]
article-subhead: ΤΑ ΑΙΤΗΜΑΤΑ ΤΩΝ ΕΜΠΟΡΩΝ ΚΑΙ ΕΠΑΓΓΕΛΜΑΤΙΩΝ: [1191, 456, 1513, 471]
article-headline: ΑΙ ΣΥΝΕΧΙΖΟΝΤΑΙ ΑΙ ΑΝΑΚΡΙΣΕΙΣ ΔΙΑ ΤΟΝ ΝΤΟΜΙΝΙΣ: [641, 1332, 773, 1375]
column-rule: [423, 108, 424, 2297]
